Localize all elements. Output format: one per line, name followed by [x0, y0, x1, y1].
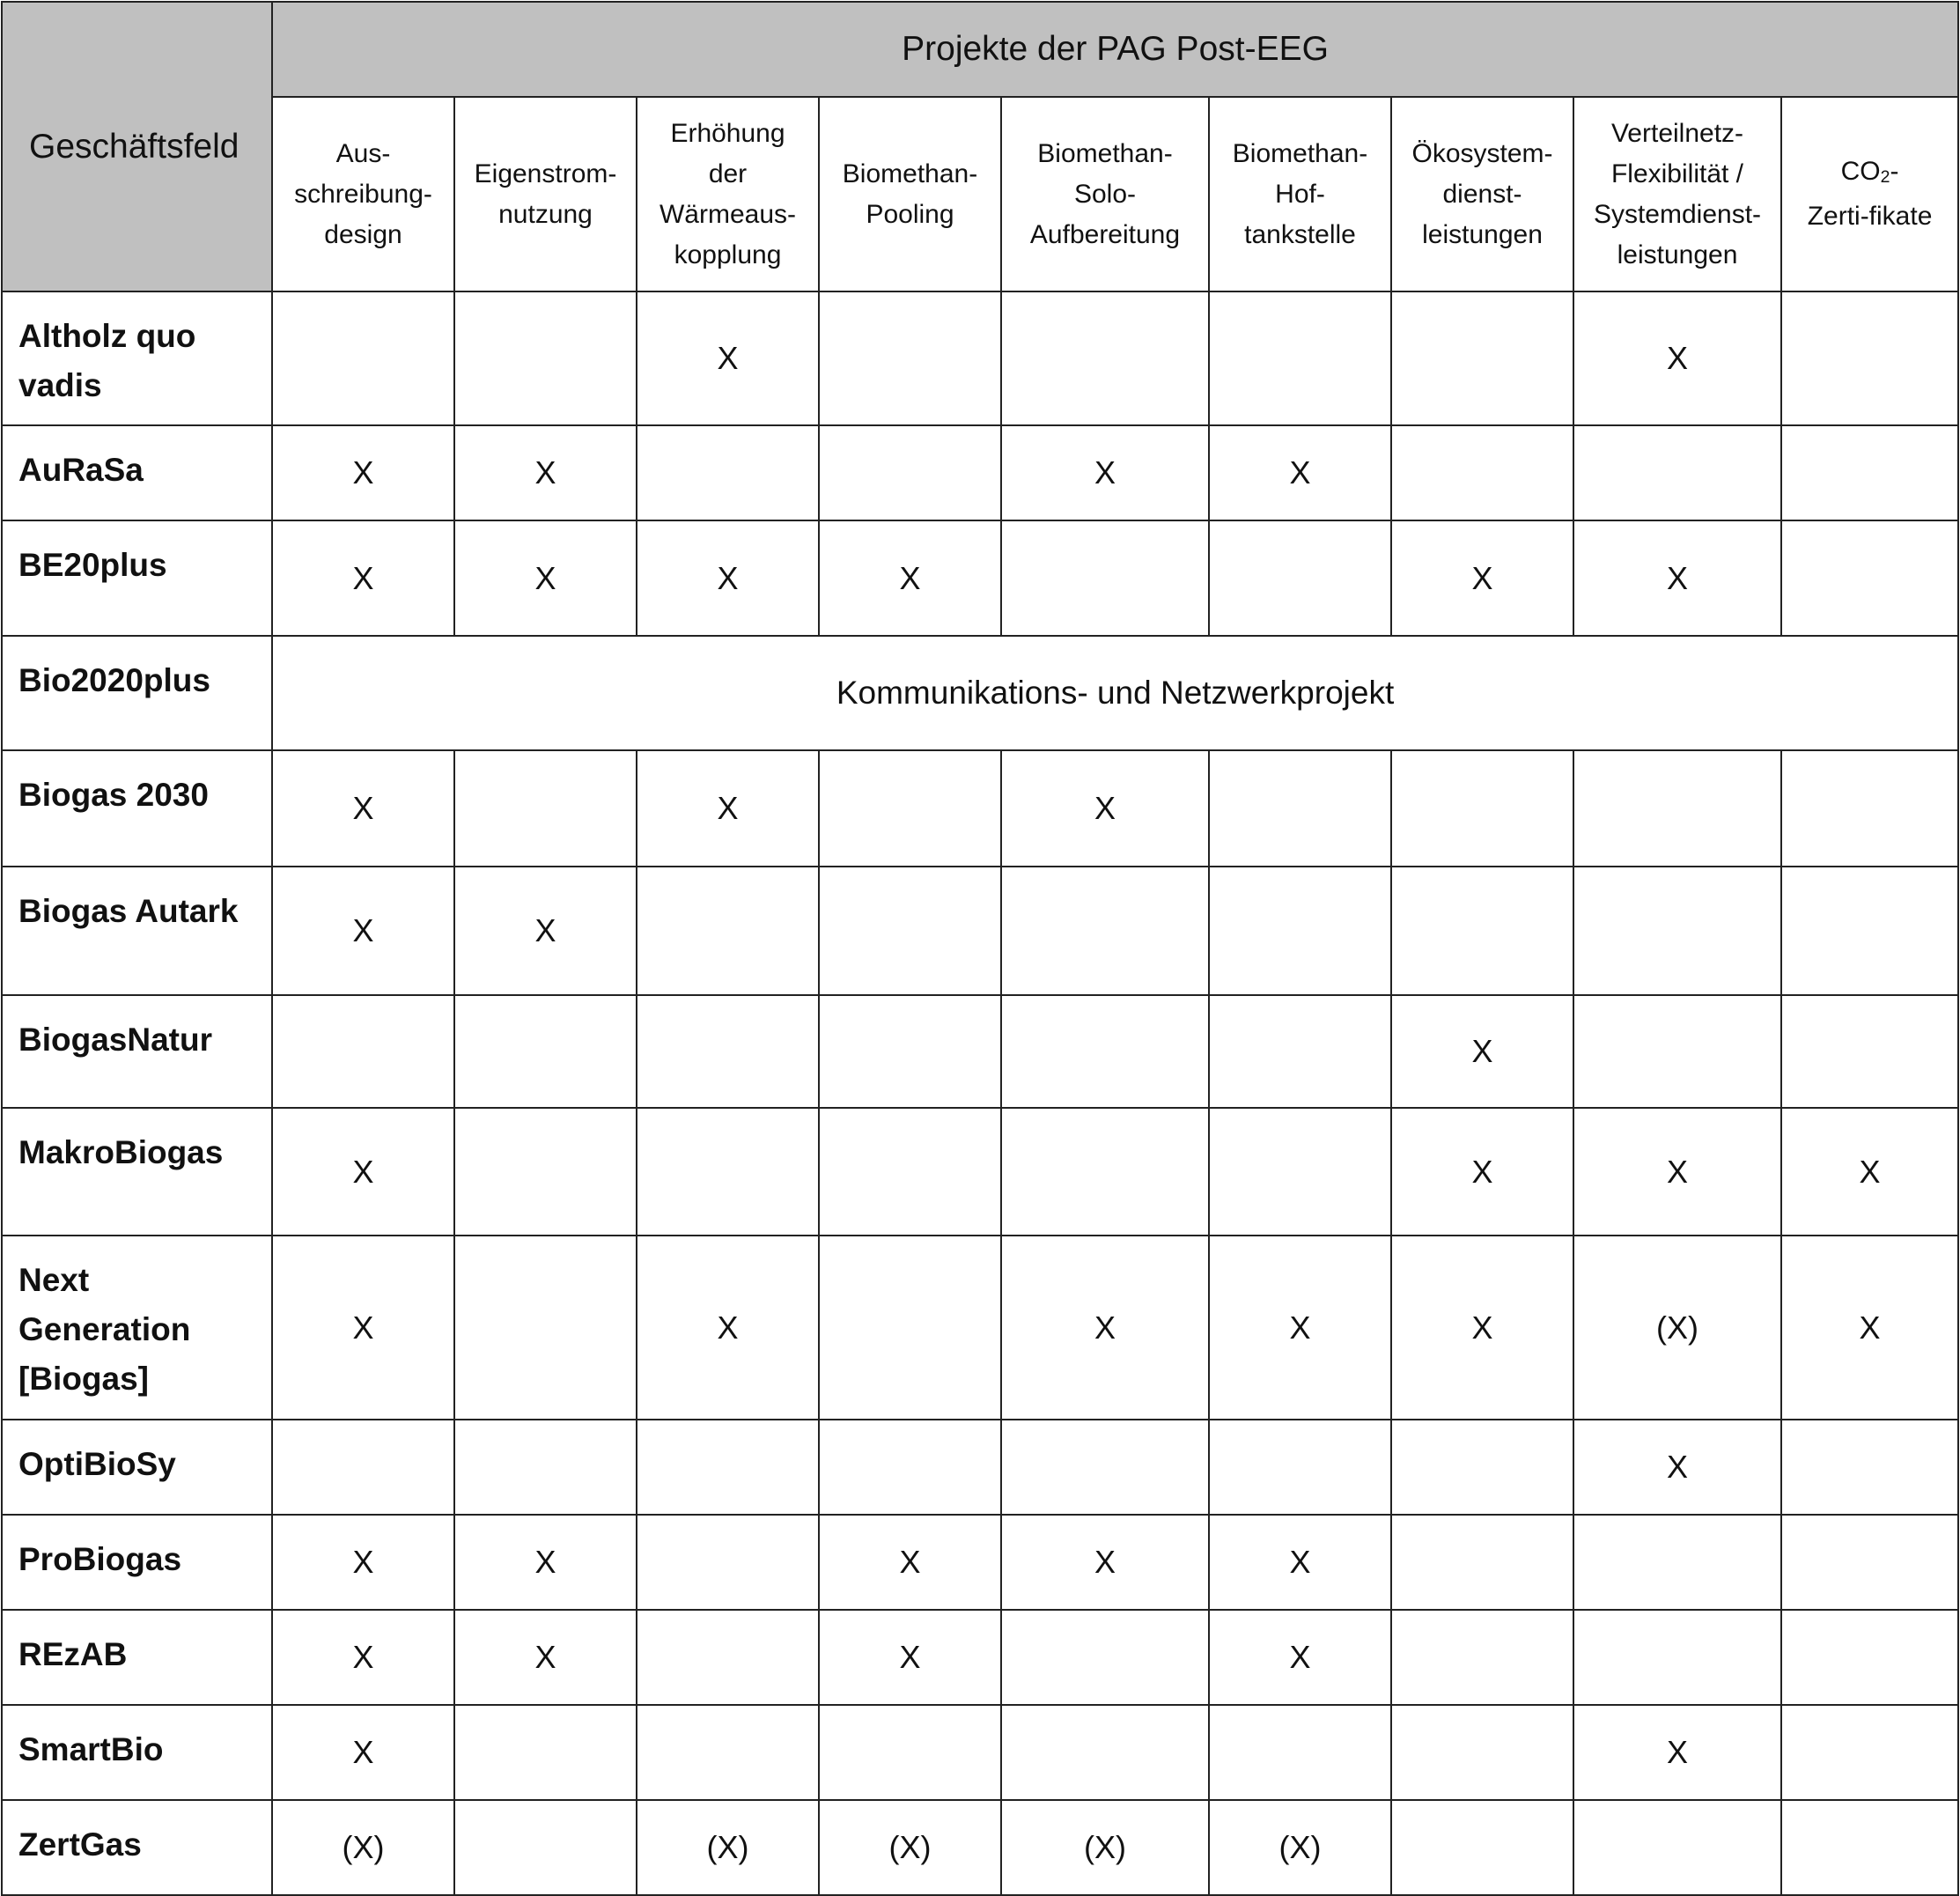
table-row	[2, 636, 1958, 750]
table-cell: X	[272, 1705, 454, 1800]
table-row	[2, 995, 1958, 1108]
table-cell	[1573, 867, 1781, 995]
table-cell	[1781, 995, 1958, 1108]
table-cell: X	[1391, 995, 1573, 1108]
row-label: BE20plus	[2, 520, 272, 636]
table-cell	[1391, 867, 1573, 995]
table-cell: X	[454, 1610, 637, 1705]
table-cell	[454, 995, 637, 1108]
table-cell: X	[1781, 1108, 1958, 1236]
table-cell	[1209, 291, 1391, 425]
table-row	[2, 520, 1958, 636]
table-cell	[1001, 1108, 1209, 1236]
table-cell	[1001, 995, 1209, 1108]
table-cell: X	[1209, 1610, 1391, 1705]
table-row	[2, 1236, 1958, 1420]
row-label: BiogasNatur	[2, 995, 272, 1108]
table-cell	[1209, 867, 1391, 995]
column-header: Ökosystem- dienst- leistungen	[1391, 97, 1573, 291]
table-cell	[1001, 1610, 1209, 1705]
table-cell: X	[819, 1515, 1001, 1610]
table-row	[2, 1420, 1958, 1515]
table-cell	[1391, 1610, 1573, 1705]
merged-cell: Kommunikations- und Netzwerkprojekt	[272, 636, 1958, 750]
table-cell	[1573, 750, 1781, 867]
column-header: Verteilnetz- Flexibilität / Systemdienst- leistungen	[1573, 97, 1781, 291]
table-cell	[1209, 750, 1391, 867]
table-cell	[637, 1610, 819, 1705]
table-row	[2, 1800, 1958, 1895]
column-header: Aus- schreibung- design	[272, 97, 454, 291]
table-cell: (X)	[1209, 1800, 1391, 1895]
table-cell	[637, 995, 819, 1108]
column-header: Biomethan- Pooling	[819, 97, 1001, 291]
table-cell	[1781, 1515, 1958, 1610]
column-header-row	[2, 97, 1958, 291]
table-cell	[819, 291, 1001, 425]
table-cell	[1781, 1610, 1958, 1705]
table-cell	[819, 1236, 1001, 1420]
table-cell	[1391, 1705, 1573, 1800]
column-header: Eigenstrom- nutzung	[454, 97, 637, 291]
table-cell	[637, 425, 819, 520]
table-cell: X	[1573, 520, 1781, 636]
table-cell: X	[454, 867, 637, 995]
column-header: Biomethan- Solo- Aufbereitung	[1001, 97, 1209, 291]
table-cell	[1209, 1705, 1391, 1800]
table-cell	[1391, 425, 1573, 520]
table-cell: X	[1001, 1515, 1209, 1610]
table-cell	[1573, 1800, 1781, 1895]
table-cell: (X)	[272, 1800, 454, 1895]
table-cell	[454, 1108, 637, 1236]
table-cell	[1209, 1420, 1391, 1515]
table-cell: (X)	[1573, 1236, 1781, 1420]
group-header: Projekte der PAG Post-EEG	[272, 2, 1958, 97]
table-cell	[819, 995, 1001, 1108]
row-label: Biogas Autark	[2, 867, 272, 995]
table-cell: X	[272, 1108, 454, 1236]
table-body	[2, 291, 1958, 1895]
row-label: Biogas 2030	[2, 750, 272, 867]
table-cell	[1391, 291, 1573, 425]
table-row	[2, 1705, 1958, 1800]
table-cell: X	[1573, 1420, 1781, 1515]
table-cell: X	[1209, 425, 1391, 520]
table-cell	[1391, 1515, 1573, 1610]
row-label: AuRaSa	[2, 425, 272, 520]
table-cell	[272, 1420, 454, 1515]
table-cell	[637, 1515, 819, 1610]
table-cell: X	[1391, 1108, 1573, 1236]
table-cell	[1573, 425, 1781, 520]
table-cell	[1781, 291, 1958, 425]
table-cell	[1001, 520, 1209, 636]
table-cell: X	[637, 291, 819, 425]
table-cell	[454, 1800, 637, 1895]
table-cell	[1781, 750, 1958, 867]
table-cell	[637, 1108, 819, 1236]
table-cell: X	[1001, 750, 1209, 867]
table-cell: X	[637, 520, 819, 636]
table-cell	[1001, 867, 1209, 995]
table-cell	[1391, 1420, 1573, 1515]
row-label: Next Generation [Biogas]	[2, 1236, 272, 1420]
table-cell: X	[454, 1515, 637, 1610]
table-cell	[819, 425, 1001, 520]
table-cell: X	[1209, 1236, 1391, 1420]
table-cell: X	[1001, 1236, 1209, 1420]
table-cell: X	[1001, 425, 1209, 520]
table-cell: (X)	[819, 1800, 1001, 1895]
row-label: MakroBiogas	[2, 1108, 272, 1236]
table-cell	[1781, 425, 1958, 520]
table-cell	[1781, 1705, 1958, 1800]
table-row	[2, 867, 1958, 995]
project-matrix-table	[1, 1, 1959, 1896]
table-cell: X	[272, 750, 454, 867]
table-cell: X	[1209, 1515, 1391, 1610]
table-cell	[819, 750, 1001, 867]
table-cell	[454, 291, 637, 425]
row-label: ZertGas	[2, 1800, 272, 1895]
table-cell	[454, 750, 637, 867]
table-cell	[1781, 520, 1958, 636]
table-cell: X	[272, 867, 454, 995]
table-cell	[819, 1705, 1001, 1800]
table-cell	[1001, 1420, 1209, 1515]
row-label: Bio2020plus	[2, 636, 272, 750]
table-cell: X	[272, 425, 454, 520]
table-cell	[1573, 1610, 1781, 1705]
table-cell: X	[1391, 520, 1573, 636]
table-cell	[1781, 1420, 1958, 1515]
table-cell: X	[1573, 291, 1781, 425]
table-cell	[1209, 1108, 1391, 1236]
table-cell	[272, 995, 454, 1108]
table-cell: X	[637, 750, 819, 867]
row-label: Altholz quo vadis	[2, 291, 272, 425]
table-cell: X	[819, 1610, 1001, 1705]
table-cell	[1209, 520, 1391, 636]
table-cell: X	[1391, 1236, 1573, 1420]
table-cell: X	[454, 520, 637, 636]
table-cell	[454, 1705, 637, 1800]
table-cell	[1573, 1515, 1781, 1610]
table-cell: X	[1781, 1236, 1958, 1420]
table-cell: X	[272, 1610, 454, 1705]
table-cell	[454, 1420, 637, 1515]
table-cell: X	[272, 1236, 454, 1420]
table-cell	[1573, 995, 1781, 1108]
table-row	[2, 1610, 1958, 1705]
row-label: SmartBio	[2, 1705, 272, 1800]
table-cell: X	[637, 1236, 819, 1420]
table-cell	[1001, 1705, 1209, 1800]
column-header: Biomethan- Hof- tankstelle	[1209, 97, 1391, 291]
row-label: OptiBioSy	[2, 1420, 272, 1515]
table-cell: X	[1573, 1108, 1781, 1236]
table-cell	[819, 1420, 1001, 1515]
table-row	[2, 750, 1958, 867]
column-header: $CO_2-$ Zerti-fikate	[1781, 97, 1958, 291]
table-cell	[1391, 1800, 1573, 1895]
table-cell	[1001, 291, 1209, 425]
corner-label: Geschäftsfeld	[2, 2, 272, 291]
row-label: ProBiogas	[2, 1515, 272, 1610]
table-row	[2, 1108, 1958, 1236]
table-cell: X	[272, 1515, 454, 1610]
table-row	[2, 291, 1958, 425]
table-cell	[454, 1236, 637, 1420]
table-cell: X	[272, 520, 454, 636]
row-label: REzAB	[2, 1610, 272, 1705]
table-cell	[819, 867, 1001, 995]
table-cell	[1391, 750, 1573, 867]
table-cell	[1781, 867, 1958, 995]
table-cell	[1781, 1800, 1958, 1895]
table-row	[2, 425, 1958, 520]
table-cell: X	[819, 520, 1001, 636]
table-cell	[819, 1108, 1001, 1236]
table-cell: (X)	[1001, 1800, 1209, 1895]
table-cell	[637, 867, 819, 995]
table-cell: X	[1573, 1705, 1781, 1800]
table-cell: X	[454, 425, 637, 520]
group-header-row	[2, 2, 1958, 97]
table-cell: (X)	[637, 1800, 819, 1895]
table-cell	[272, 291, 454, 425]
column-header: Erhöhung der Wärmeaus- kopplung	[637, 97, 819, 291]
table-row	[2, 1515, 1958, 1610]
table-cell	[637, 1420, 819, 1515]
table-cell	[1209, 995, 1391, 1108]
table-cell	[637, 1705, 819, 1800]
